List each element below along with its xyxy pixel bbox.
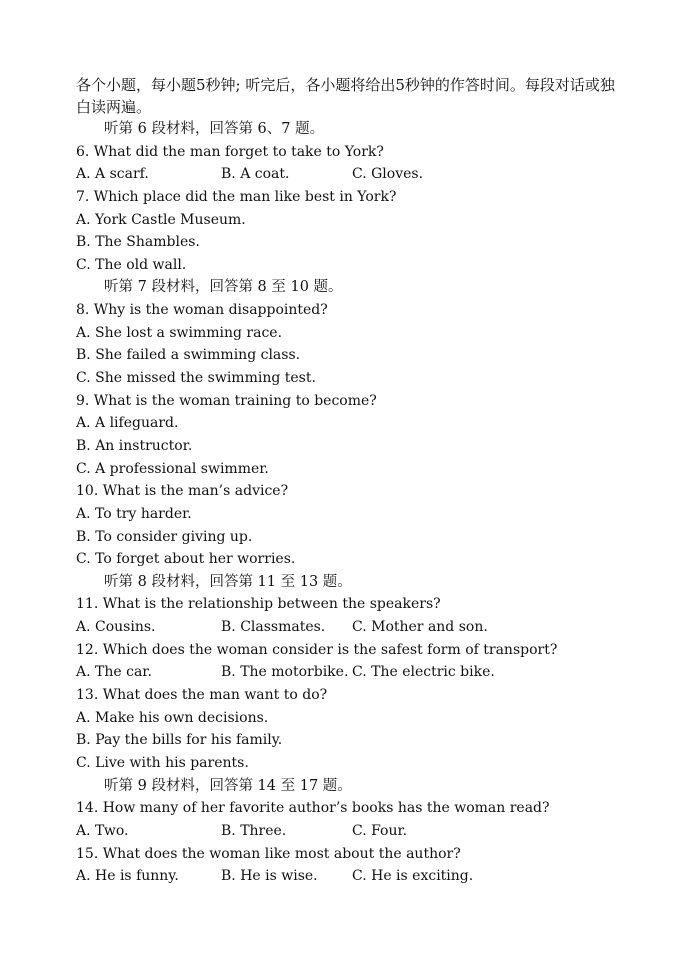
answer-option: A. A scarf.: [76, 166, 149, 183]
answer-option: C. To forget about her worries.: [76, 551, 296, 568]
answer-option: B. Classmates.: [221, 619, 326, 636]
question-text: 10. What is the man’s advice?: [76, 483, 289, 500]
answer-option: B. Three.: [221, 822, 287, 839]
question-text: 13. What does the man want to do?: [76, 687, 328, 704]
answer-option: A. Cousins.: [76, 619, 156, 636]
question-text: 6. What did the man forget to take to York?: [76, 143, 384, 160]
option-row: [76, 163, 636, 186]
answer-option: C. He is exciting.: [352, 868, 474, 885]
question-text: 11. What is the relationship between the speakers?: [76, 596, 441, 613]
answer-option: A. Make his own decisions.: [76, 709, 269, 726]
section-heading: 听第 9 段材料，回答第 14 至 17 题。: [104, 777, 352, 794]
answer-option: C. A professional swimmer.: [76, 460, 269, 477]
answer-option: A. York Castle Museum.: [76, 211, 246, 228]
question-text: 9. What is the woman training to become?: [76, 392, 377, 409]
option-row: [76, 865, 636, 888]
question-list: [76, 118, 636, 888]
option-row: [76, 616, 636, 639]
section-heading: 听第 8 段材料，回答第 11 至 13 题。: [104, 573, 352, 590]
answer-option: C. Live with his parents.: [76, 754, 249, 771]
question-text: 8. Why is the woman disappointed?: [76, 302, 328, 319]
question-text: 14. How many of her favorite author’s books has the woman read?: [76, 800, 550, 817]
section-heading: 听第 6 段材料，回答第 6、7 题。: [104, 121, 325, 137]
answer-option: C. She missed the swimming test.: [76, 370, 316, 387]
answer-option: B. He is wise.: [221, 868, 318, 885]
answer-option: A. He is funny.: [76, 868, 179, 885]
answer-option: A. Two.: [76, 822, 129, 839]
answer-option: C. The electric bike.: [352, 664, 495, 681]
answer-option: A. The car.: [76, 664, 152, 681]
answer-option: C. Gloves.: [352, 166, 424, 183]
answer-option: B. Pay the bills for his family.: [76, 732, 283, 749]
answer-option: B. The Shambles.: [76, 234, 200, 251]
answer-option: C. Mother and son.: [352, 619, 488, 636]
answer-option: B. The motorbike.: [221, 664, 349, 681]
option-row: [76, 820, 636, 843]
answer-option: C. Four.: [352, 822, 408, 839]
instructions-paragraph: 各个小题，每小题5秒钟; 听完后，各小题将给出5秒钟的作答时间。每段对话或独白读两遍。: [76, 76, 615, 116]
answer-option: A. A lifeguard.: [76, 415, 179, 432]
answer-option: B. She failed a swimming class.: [76, 347, 301, 364]
question-text: 15. What does the woman like most about the author?: [76, 845, 461, 862]
option-row: [76, 661, 636, 684]
answer-option: B. To consider giving up.: [76, 528, 253, 545]
answer-option: B. A coat.: [221, 166, 290, 183]
section-heading: 听第 7 段材料，回答第 8 至 10 题。: [104, 279, 343, 296]
question-text: 12. Which does the woman consider is the safest form of transport?: [76, 641, 558, 658]
answer-option: A. To try harder.: [76, 505, 192, 522]
answer-option: B. An instructor.: [76, 437, 193, 454]
answer-option: A. She lost a swimming race.: [76, 324, 283, 341]
question-text: 7. Which place did the man like best in York?: [76, 188, 397, 205]
answer-option: C. The old wall.: [76, 256, 187, 273]
